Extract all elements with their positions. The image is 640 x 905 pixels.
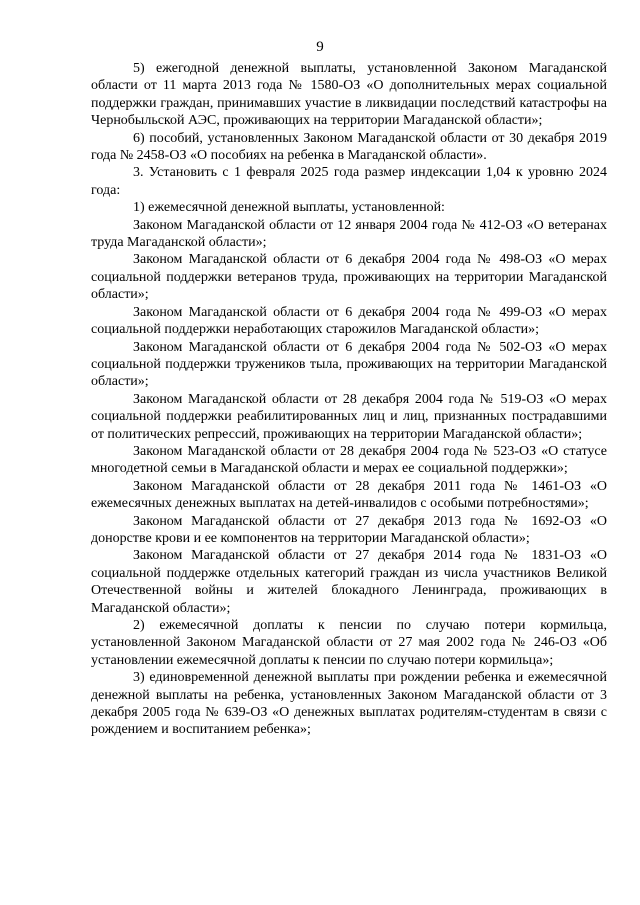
paragraph-law-1692: Законом Магаданской области от 27 декабря 2013 года № 1692-ОЗ «О донорстве крови и ее компонентов на территории Магаданской области»; (91, 513, 607, 546)
paragraph-item-1-monthly-payment: 1) ежемесячной денежной выплаты, установленной: (133, 200, 445, 216)
paragraph-law-412: Законом Магаданской области от 12 января 2004 года № 412-ОЗ «О ветеранах труда Магаданской области»; (91, 217, 607, 251)
paragraph-item-6-child-benefits: 6) пособий, установленных Законом Магаданской области от 30 декабря 2019 года № 2458-ОЗ «О пособиях на ребенка в Магаданской области». (91, 130, 607, 164)
document-body (91, 60, 607, 739)
paragraph-law-502: Законом Магаданской области от 6 декабря 2004 года № 502-ОЗ «О мерах социальной поддержки тружеников тыла, проживающих на территории Магаданской области»; (91, 339, 607, 390)
page-number: 9 (316, 39, 324, 55)
paragraph-law-1461: Законом Магаданской области от 28 декабря 2011 года № 1461-ОЗ «О ежемесячных денежных выплатах на детей-инвалидов с особыми потребностями»; (91, 478, 607, 512)
paragraph-law-519: Законом Магаданской области от 28 декабря 2004 года № 519-ОЗ «О мерах социальной поддержки реабилитированных лиц и лиц, признанных пострадавшими от политических репрессий, проживающих на территории Магаданской области»; (91, 391, 607, 442)
paragraph-clause-3-indexation: 3. Установить с 1 февраля 2025 года размер индексации 1,04 к уровню 2024 года: (91, 165, 607, 198)
paragraph-law-523: Законом Магаданской области от 28 декабря 2004 года № 523-ОЗ «О статусе многодетной семьи в Магаданской области и мерах ее социальной поддержки»; (91, 443, 607, 477)
paragraph-item-3-birth-payment: 3) единовременной денежной выплаты при рождении ребенка и ежемесячной денежной выплаты на ребенка, установленных Законом Магаданской области от 3 декабря 2005 года № 639-ОЗ «О денежных выплатах родителям-студентам в связи с рождением и воспитанием ребенка»; (91, 670, 607, 738)
paragraph-law-1831: Законом Магаданской области от 27 декабря 2014 года № 1831-ОЗ «О социальной поддержке отдельных категорий граждан из числа участников Великой Отечественной войны и жителей блокадного Ленинграда, проживающих в Магаданской области»; (91, 548, 607, 616)
paragraph-law-499: Законом Магаданской области от 6 декабря 2004 года № 499-ОЗ «О мерах социальной поддержки неработающих старожилов Магаданской области»; (91, 304, 607, 338)
paragraph-item-2-pension-supplement: 2) ежемесячной доплаты к пенсии по случаю потери кормильца, установленной Законом Магаданской области от 27 мая 2002 года № 246-ОЗ «Об установлении ежемесячной доплаты к пенсии по случаю потери кормильца»; (91, 618, 607, 668)
paragraph-item-5-annual-payment: 5) ежегодной денежной выплаты, установленной Законом Магаданской области от 11 марта 2013 года № 1580-ОЗ «О дополнительных мерах социальной поддержки граждан, принимавших участие в ликвидации последствий катастрофы на Чернобыльской АЭС, проживающих на территории Магаданской области»; (91, 61, 607, 129)
paragraph-law-498: Законом Магаданской области от 6 декабря 2004 года № 498-ОЗ «О мерах социальной поддержки ветеранов труда, проживающих на территории Магаданской области»; (91, 252, 607, 303)
